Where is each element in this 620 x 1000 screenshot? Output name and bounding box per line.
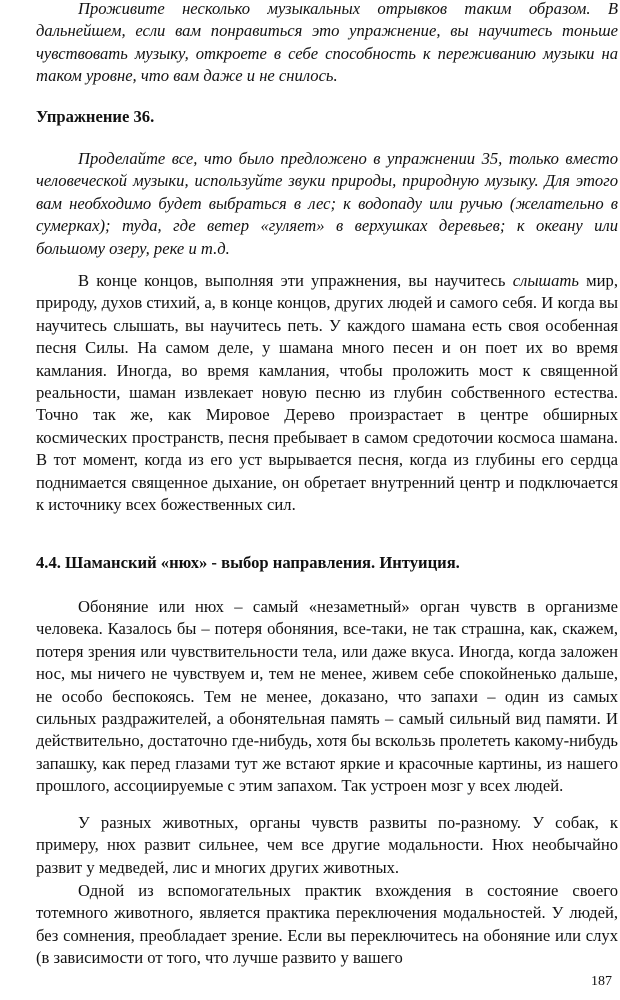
paragraph-exercise-36: Проделайте все, что было предложено в упражнении 35, только вместо человеческой музыки, используйте звуки природы, природную музыку. Для этого вам необходимо будет выбраться в лес; к водопаду или ручью (желательно в сумерках); туда, где ветер «гуляет» в верхушках деревьев; к океану или большому озеру, реке и т.д. bbox=[36, 149, 618, 258]
page-number: 187 bbox=[591, 974, 612, 989]
paragraph-singing-start: В конце концов, выполняя эти упражнения, вы научитесь bbox=[78, 271, 513, 290]
paragraph-exercise-35-ending: Проживите несколько музыкальных отрывков таким образом. В дальнейшем, если вам понравиться это упражнение, вы научитесь тоньше чувствовать музыку, откроете в себе способность к переживанию музыки на таком уровне, что вам даже и не снилось. bbox=[36, 0, 618, 86]
section-heading: 4.4. Шаманский «нюх» - выбор направления. Интуиция. bbox=[36, 553, 460, 572]
paragraph-modalities: Одной из вспомогательных практик вхождения в состояние своего тотемного животного, является практика переключения модальностей. У людей, без сомнения, преобладает зрение. Если вы переключитесь на обоняние или слух (в зависимости от того, что лучше развито у вашего bbox=[36, 881, 618, 968]
paragraph-singing bbox=[36, 270, 618, 516]
exercise-heading: Упражнение 36. bbox=[36, 107, 155, 126]
paragraph-smell: Обоняние или нюх – самый «незаметный» орган чувств в организме человека. Казалось бы – потеря обоняния, все-таки, не так страшна, как, скажем, потеря зрения или чувствительности тела, или даже вкуса. Иногда, когда заложен нос, мы ничего не чувствуем и, тем не менее, живем себе спокойненько дальше, не особо беспокоясь. Тем не менее, доказано, что запахи – один из самых сильных раздражителей, а обонятельная память – самый сильный вид памяти. И действительно, достаточно где-нибудь, хотя бы вскользь пролететь какому-нибудь запашку, как перед глазами тут же встают яркие и красочные картины, из нашего прошлого, ассоциируемые с этим запахом. Так устроен мозг у всех людей. bbox=[36, 597, 618, 796]
paragraph-singing-rest: мир, природу, духов стихий, а, в конце концов, других людей и самого себя. И когда вы научитесь слышать, вы научитесь петь. У каждого шамана есть своя особенная песня Силы. На самом деле, у шамана много песен и он поет их во время камлания. Иногда, во время камлания, чтобы проложить мост к священной реальности, шаман извлекает новую песню из глубин собственного естества. Точно так же, как Мировое Дерево произрастает в центре обширных космических пространств, песня пребывает в самом средоточии космоса шамана. В тот момент, когда из его уст вырывается песня, когда из глубины его сердца поднимается священное дыхание, он обретает внутренний центр и подключается к источнику всех божественных сил. bbox=[36, 271, 618, 515]
emphasis-hear: слышать bbox=[512, 271, 579, 290]
paragraph-animals: У разных животных, органы чувств развиты по-разному. У собак, к примеру, нюх развит сильнее, чем все другие модальности. Нюх необычайно развит у медведей, лис и многих других животных. bbox=[36, 813, 618, 877]
